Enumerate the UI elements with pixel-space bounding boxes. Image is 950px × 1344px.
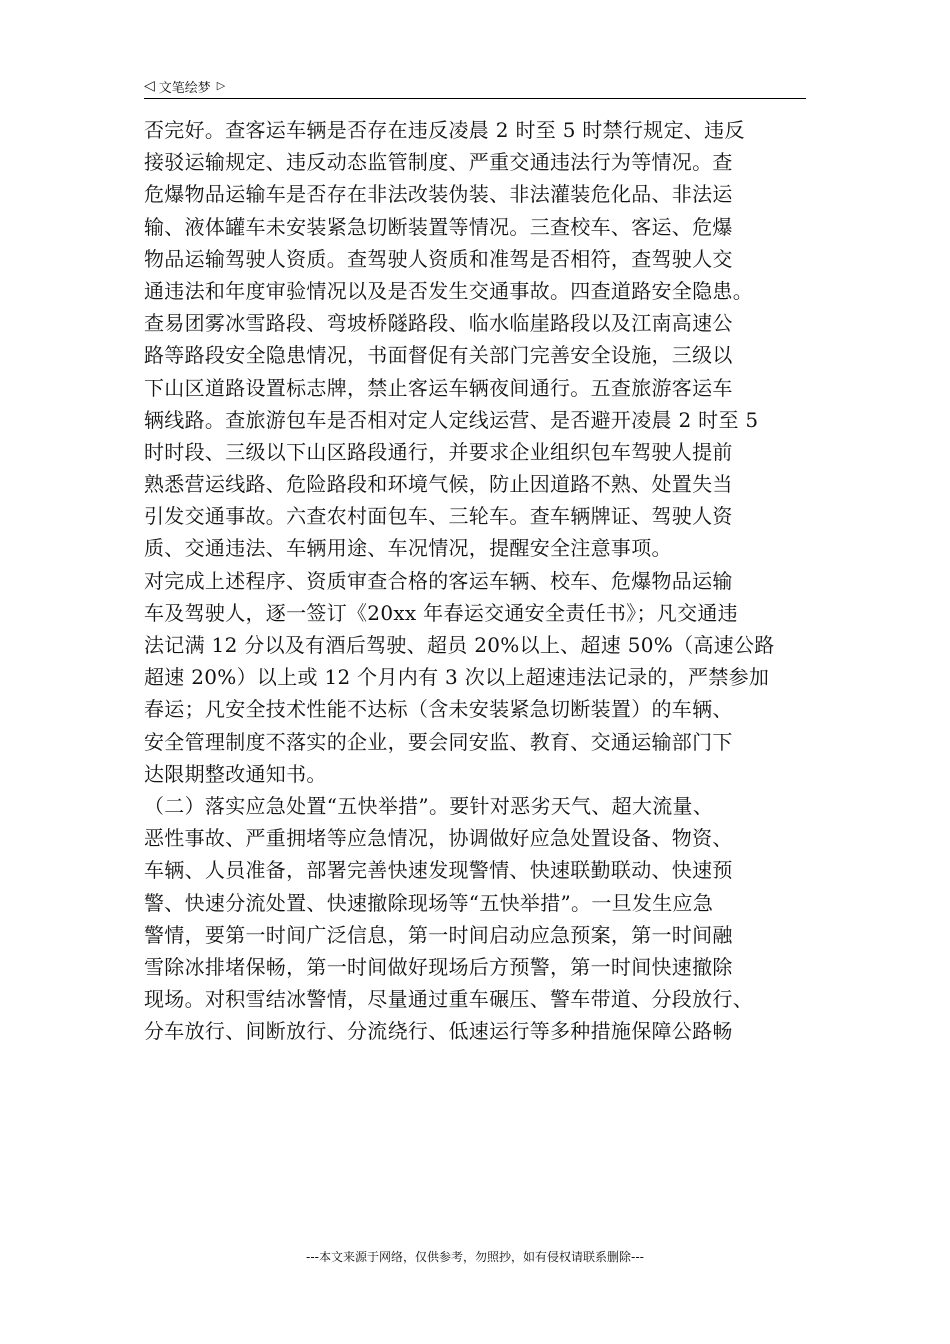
- text-line: 雪除冰排堵保畅，第一时间做好现场后方预警，第一时间快速撤除: [144, 954, 733, 979]
- right-triangle-icon: ▷: [216, 79, 226, 92]
- text-line: 质、交通违法、车辆用途、车况情况，提醒安全注意事项。: [144, 536, 672, 561]
- text-line: 时时段、三级以下山区路段通行，并要求企业组织包车驾驶人提前: [144, 439, 733, 464]
- text-line: 危爆物品运输车是否存在非法改装伪装、非法灌装危化品、非法运: [144, 182, 733, 207]
- text-line: 辆线路。查旅游包车是否相对定人定线运营、是否避开凌晨 2 时至 5: [144, 407, 759, 432]
- text-line: 对完成上述程序、资质审查合格的客运车辆、校车、危爆物品运输: [144, 568, 733, 593]
- text-line: 达限期整改通知书。: [144, 761, 327, 786]
- text-line: 查易团雾冰雪路段、弯坡桥隧路段、临水临崖路段以及江南高速公: [144, 311, 733, 336]
- page-header: [144, 74, 806, 99]
- text-line: 熟悉营运线路、危险路段和环境气候，防止因道路不熟、处置失当: [144, 472, 733, 497]
- text-line: 超速 20%）以上或 12 个月内有 3 次以上超速违法记录的，严禁参加: [144, 665, 770, 690]
- text-line: 车辆、人员准备，部署完善快速发现警情、快速联勤联动、快速预: [144, 858, 733, 883]
- text-line: 输、液体罐车未安装紧急切断装置等情况。三查校车、客运、危爆: [144, 214, 733, 239]
- text-line: 通违法和年度审验情况以及是否发生交通事故。四查道路安全隐患。: [144, 278, 753, 303]
- text-line: 分车放行、间断放行、分流绕行、低速运行等多种措施保障公路畅: [144, 1019, 733, 1044]
- footer-notice: ---本文来源于网络，仅供参考，勿照抄，如有侵权请联系删除---: [306, 1250, 644, 1264]
- text-line: 法记满 12 分以及有酒后驾驶、超员 20%以上、超速 50%（高速公路: [144, 633, 775, 657]
- text-line: 恶性事故、严重拥堵等应急情况，协调做好应急处置设备、物资、: [144, 826, 733, 851]
- document-body: [144, 114, 810, 1047]
- text-line: 路等路段安全隐患情况，书面督促有关部门完善安全设施，三级以: [144, 343, 733, 368]
- text-line: 下山区道路设置标志牌，禁止客运车辆夜间通行。五查旅游客运车: [144, 375, 733, 400]
- text-line: 接驳运输规定、违反动态监管制度、严重交通违法行为等情况。查: [144, 150, 733, 175]
- text-line: 现场。对积雪结冰警情，尽量通过重车碾压、警车带道、分段放行、: [144, 987, 753, 1012]
- text-line: 否完好。查客运车辆是否存在违反凌晨 2 时至 5 时禁行规定、违反: [144, 118, 745, 142]
- text-line: 警、快速分流处置、快速撤除现场等“五快举措”。一旦发生应急: [144, 890, 714, 915]
- text-line: 车及驾驶人，逐一签订《20xx 年春运交通安全责任书》；凡交通违: [144, 600, 738, 625]
- left-triangle-icon: ◁: [144, 78, 155, 94]
- text-line: （二）落实应急处置“五快举措”。要针对恶劣天气、超大流量、: [144, 793, 714, 818]
- text-line: 春运；凡安全技术性能不达标（含未安装紧急切断装置）的车辆、: [144, 697, 733, 722]
- text-line: 物品运输驾驶人资质。查驾驶人资质和准驾是否相符，查驾驶人交: [144, 246, 733, 271]
- text-line: 引发交通事故。六查农村面包车、三轮车。查车辆牌证、驾驶人资: [144, 504, 733, 529]
- text-line: 警情，要第一时间广泛信息，第一时间启动应急预案，第一时间融: [144, 922, 733, 947]
- text-line: 安全管理制度不落实的企业，要会同安监、教育、交通运输部门下: [144, 729, 733, 754]
- header-brand: 文笔绘梦: [158, 80, 211, 96]
